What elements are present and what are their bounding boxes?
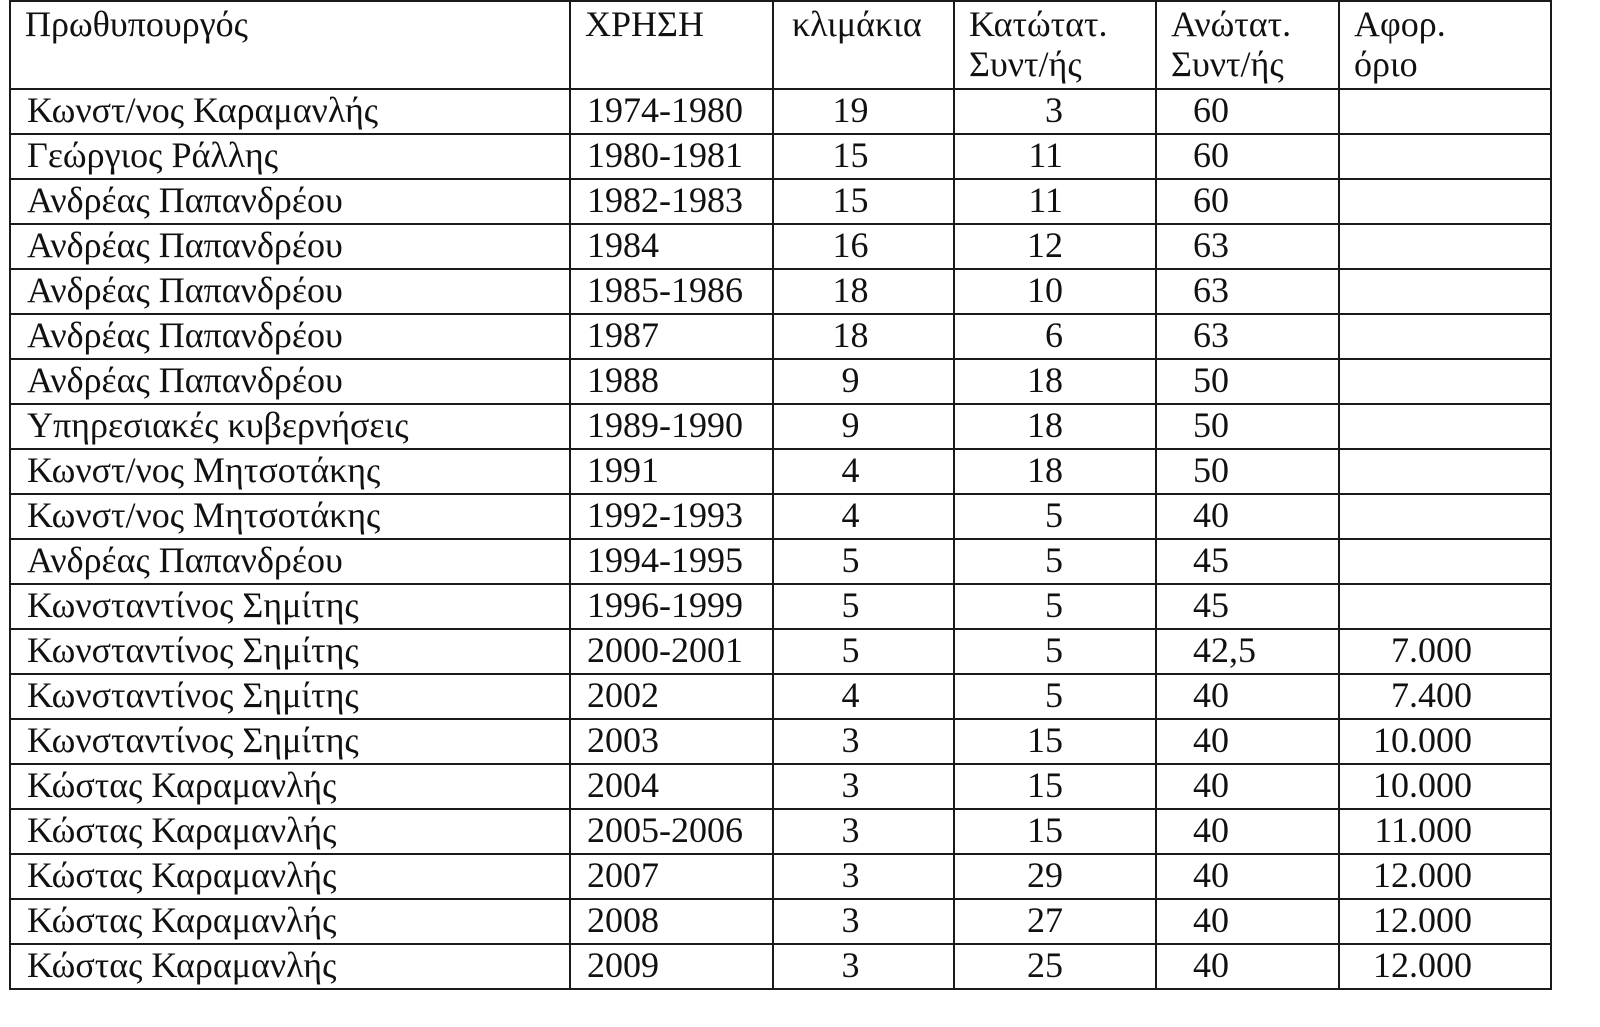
table-row [10,134,1551,179]
cell-fiscal-year: 2007 [570,854,773,899]
cell-fiscal-year: 1982-1983 [570,179,773,224]
cell-fiscal-year: 1985-1986 [570,269,773,314]
cell-fiscal-year: 1994-1995 [570,539,773,584]
table-row [10,404,1551,449]
table-row [10,89,1551,134]
cell-lowest-rate: 11 [954,134,1156,179]
cell-brackets: 3 [773,764,954,809]
cell-fiscal-year: 2004 [570,764,773,809]
cell-fiscal-year: 1984 [570,224,773,269]
cell-fiscal-year: 1980-1981 [570,134,773,179]
cell-tax-free-limit [1339,224,1551,269]
header-fiscal-year [570,1,773,89]
table-row [10,764,1551,809]
cell-highest-rate: 42,5 [1156,629,1339,674]
cell-fiscal-year: 1989-1990 [570,404,773,449]
cell-prime-minister: Ανδρέας Παπανδρέου [10,314,570,359]
cell-highest-rate: 40 [1156,494,1339,539]
table-row [10,314,1551,359]
cell-brackets: 3 [773,854,954,899]
cell-lowest-rate: 6 [954,314,1156,359]
cell-prime-minister: Γεώργιος Ράλλης [10,134,570,179]
cell-prime-minister: Κωνσταντίνος Σημίτης [10,719,570,764]
table-row [10,269,1551,314]
cell-highest-rate: 63 [1156,269,1339,314]
header-prime-minister [10,1,570,89]
cell-highest-rate: 50 [1156,359,1339,404]
cell-highest-rate: 60 [1156,89,1339,134]
cell-tax-free-limit: 10.000 [1339,719,1551,764]
cell-tax-free-limit: 7.000 [1339,629,1551,674]
cell-fiscal-year: 2009 [570,944,773,989]
cell-tax-free-limit: 7.400 [1339,674,1551,719]
cell-lowest-rate: 25 [954,944,1156,989]
table-row [10,584,1551,629]
cell-highest-rate: 63 [1156,314,1339,359]
cell-tax-free-limit: 12.000 [1339,854,1551,899]
cell-tax-free-limit: 12.000 [1339,899,1551,944]
cell-lowest-rate: 5 [954,539,1156,584]
table-row [10,854,1551,899]
header-highest-rate [1156,1,1339,89]
cell-highest-rate: 50 [1156,404,1339,449]
cell-prime-minister: Κωνσταντίνος Σημίτης [10,584,570,629]
table-body [10,89,1551,989]
table-row [10,494,1551,539]
table-row [10,359,1551,404]
cell-highest-rate: 40 [1156,674,1339,719]
cell-fiscal-year: 1996-1999 [570,584,773,629]
cell-highest-rate: 60 [1156,179,1339,224]
cell-tax-free-limit [1339,359,1551,404]
cell-lowest-rate: 18 [954,449,1156,494]
cell-brackets: 5 [773,584,954,629]
cell-prime-minister: Κωνστ/νος Καραμανλής [10,89,570,134]
cell-prime-minister: Κώστας Καραμανλής [10,764,570,809]
cell-tax-free-limit [1339,404,1551,449]
cell-fiscal-year: 2000-2001 [570,629,773,674]
cell-highest-rate: 40 [1156,809,1339,854]
cell-prime-minister: Ανδρέας Παπανδρέου [10,269,570,314]
cell-lowest-rate: 10 [954,269,1156,314]
cell-tax-free-limit [1339,539,1551,584]
cell-prime-minister: Κωνσταντίνος Σημίτης [10,629,570,674]
cell-tax-free-limit: 10.000 [1339,764,1551,809]
table-row [10,809,1551,854]
header-brackets [773,1,954,89]
cell-fiscal-year: 2008 [570,899,773,944]
cell-prime-minister: Κωνσταντίνος Σημίτης [10,674,570,719]
cell-brackets: 5 [773,629,954,674]
cell-brackets: 3 [773,944,954,989]
table-row [10,944,1551,989]
cell-tax-free-limit: 12.000 [1339,944,1551,989]
cell-tax-free-limit [1339,449,1551,494]
tax-scale-table [9,0,1552,990]
cell-highest-rate: 50 [1156,449,1339,494]
cell-tax-free-limit [1339,314,1551,359]
cell-tax-free-limit: 11.000 [1339,809,1551,854]
cell-highest-rate: 40 [1156,854,1339,899]
cell-brackets: 19 [773,89,954,134]
cell-lowest-rate: 29 [954,854,1156,899]
cell-highest-rate: 45 [1156,539,1339,584]
cell-highest-rate: 63 [1156,224,1339,269]
cell-fiscal-year: 1991 [570,449,773,494]
cell-tax-free-limit [1339,179,1551,224]
cell-lowest-rate: 18 [954,359,1156,404]
cell-lowest-rate: 15 [954,809,1156,854]
header-label-line: Κατώτατ. [969,4,1108,44]
cell-prime-minister: Ανδρέας Παπανδρέου [10,224,570,269]
cell-lowest-rate: 12 [954,224,1156,269]
cell-brackets: 18 [773,314,954,359]
header-label-line: Πρωθυπουργός [25,4,248,44]
header-label-line: κλιμάκια [792,4,922,44]
cell-brackets: 4 [773,494,954,539]
cell-fiscal-year: 2003 [570,719,773,764]
cell-brackets: 9 [773,359,954,404]
table-row [10,719,1551,764]
cell-brackets: 15 [773,179,954,224]
cell-prime-minister: Ανδρέας Παπανδρέου [10,539,570,584]
header-label-line: Ανώτατ. [1171,4,1292,44]
cell-prime-minister: Ανδρέας Παπανδρέου [10,179,570,224]
cell-brackets: 15 [773,134,954,179]
table-row [10,449,1551,494]
cell-lowest-rate: 15 [954,719,1156,764]
cell-highest-rate: 40 [1156,719,1339,764]
table-row [10,179,1551,224]
cell-brackets: 3 [773,809,954,854]
table-row [10,674,1551,719]
table-row [10,224,1551,269]
cell-lowest-rate: 18 [954,404,1156,449]
header-label-line: Συντ/ής [969,44,1082,84]
cell-lowest-rate: 5 [954,494,1156,539]
header-lowest-rate [954,1,1156,89]
cell-lowest-rate: 11 [954,179,1156,224]
cell-tax-free-limit [1339,494,1551,539]
cell-brackets: 3 [773,899,954,944]
cell-prime-minister: Κώστας Καραμανλής [10,899,570,944]
header-label-line: όριο [1354,44,1418,84]
cell-highest-rate: 40 [1156,899,1339,944]
cell-lowest-rate: 5 [954,629,1156,674]
header-label-line: ΧΡΗΣΗ [585,4,704,44]
cell-tax-free-limit [1339,584,1551,629]
cell-lowest-rate: 15 [954,764,1156,809]
cell-fiscal-year: 2005-2006 [570,809,773,854]
cell-fiscal-year: 1988 [570,359,773,404]
table-header [10,1,1551,89]
header-label-line: Αφορ. [1354,4,1446,44]
cell-highest-rate: 40 [1156,764,1339,809]
cell-lowest-rate: 27 [954,899,1156,944]
cell-fiscal-year: 1992-1993 [570,494,773,539]
cell-brackets: 9 [773,404,954,449]
cell-prime-minister: Κωνστ/νος Μητσοτάκης [10,494,570,539]
cell-brackets: 3 [773,719,954,764]
cell-fiscal-year: 2002 [570,674,773,719]
cell-tax-free-limit [1339,134,1551,179]
cell-highest-rate: 60 [1156,134,1339,179]
cell-lowest-rate: 5 [954,584,1156,629]
table-row [10,899,1551,944]
cell-brackets: 5 [773,539,954,584]
cell-prime-minister: Ανδρέας Παπανδρέου [10,359,570,404]
cell-prime-minister: Υπηρεσιακές κυβερνήσεις [10,404,570,449]
cell-highest-rate: 45 [1156,584,1339,629]
cell-highest-rate: 40 [1156,944,1339,989]
cell-tax-free-limit [1339,89,1551,134]
header-tax-free-limit [1339,1,1551,89]
cell-brackets: 4 [773,674,954,719]
cell-lowest-rate: 3 [954,89,1156,134]
table-row [10,539,1551,584]
cell-lowest-rate: 5 [954,674,1156,719]
cell-brackets: 18 [773,269,954,314]
header-label-line: Συντ/ής [1171,44,1284,84]
cell-prime-minister: Κώστας Καραμανλής [10,809,570,854]
cell-brackets: 4 [773,449,954,494]
header-row [10,1,1551,89]
cell-prime-minister: Κώστας Καραμανλής [10,854,570,899]
cell-fiscal-year: 1974-1980 [570,89,773,134]
cell-brackets: 16 [773,224,954,269]
cell-prime-minister: Κώστας Καραμανλής [10,944,570,989]
table-row [10,629,1551,674]
cell-fiscal-year: 1987 [570,314,773,359]
cell-prime-minister: Κωνστ/νος Μητσοτάκης [10,449,570,494]
cell-tax-free-limit [1339,269,1551,314]
